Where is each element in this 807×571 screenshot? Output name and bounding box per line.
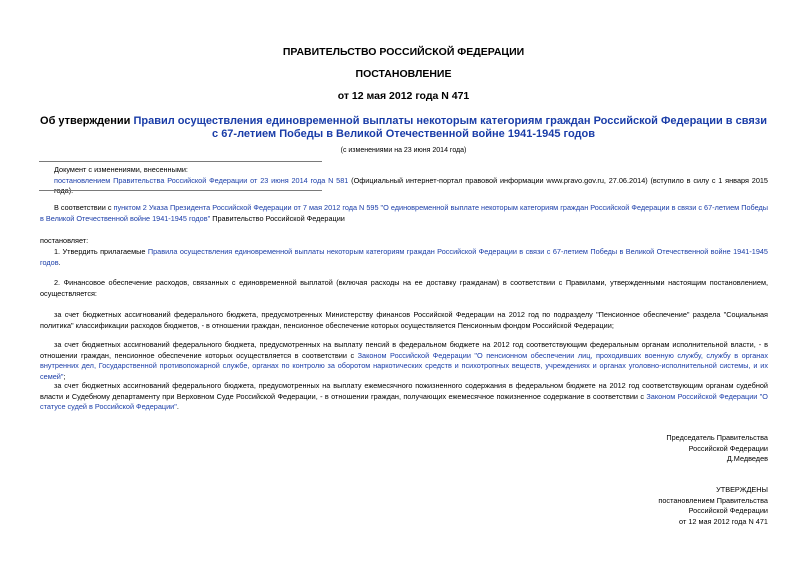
changes-detail xyxy=(54,176,768,197)
approval-block xyxy=(658,485,768,527)
approval-date: от 12 мая 2012 года N 471 xyxy=(679,516,768,526)
title-prefix: Об утверждении xyxy=(40,115,134,127)
document-type: ПОСТАНОВЛЕНИЕ xyxy=(355,68,452,80)
judges-status-law-link[interactable]: Законом Российской Федерации "О статусе судей в Российской Федерации" xyxy=(40,391,768,412)
signatory-country: Российской Федерации xyxy=(688,443,768,453)
preamble-text-end: Правительство Российской Федерации xyxy=(210,213,345,223)
preamble-paragraph xyxy=(40,203,768,224)
changes-detail-text: (Официальный интернет-портал правовой информации www.pravo.gov.ru, 27.06.2014) (вступило в силу с 1 января 2015 года). xyxy=(54,175,768,196)
funding-source-2-end: ; xyxy=(63,371,66,381)
item-1-text-end: . xyxy=(58,257,61,267)
item-2-paragraph: 2. Финансовое обеспечение расходов, связанных с единовременной выплатой (включая расходы на ее доставку гражданам) в соответствии с Правилами, утвержденными настоящим постановлением, осуществляется: xyxy=(40,278,768,298)
approval-title: УТВЕРЖДЕНЫ xyxy=(716,485,768,494)
divider-bottom xyxy=(39,190,322,191)
funding-source-3-end: . xyxy=(176,402,179,412)
divider-top xyxy=(39,161,322,162)
title-rules-link[interactable]: Правил осуществления единовременной выплаты некоторым категориям граждан Российской Федерации в связи с 67-летием Победы в Великой Отечественной войне 1941-1945 годов xyxy=(133,115,767,140)
edition-note: (с изменениями на 23 июня 2014 года) xyxy=(340,147,467,154)
preamble-text-start: В соответствии с xyxy=(54,203,114,212)
item-1-paragraph xyxy=(40,247,768,268)
signatory-name: Д.Медведев xyxy=(726,454,768,464)
document-date-number: от 12 мая 2012 года N 471 xyxy=(337,90,470,102)
approval-country: Российской Федерации xyxy=(688,506,768,516)
changes-intro: Документ с изменениями, внесенными: xyxy=(54,165,188,174)
funding-source-3 xyxy=(40,381,768,413)
funding-source-2-text: за счет бюджетных ассигнований федерального бюджета, предусмотренных на выплату пенсий в федеральном бюджете на 2012 год соответствующим федеральным органам исполнительной власти, - в отношении граждан, пенсионное обеспечение которых осуществляется в соответствии с xyxy=(40,340,768,360)
funding-source-1: за счет бюджетных ассигнований федерального бюджета, предусмотренных Министерству финансов Российской Федерации на 2012 год по подразделу "Пенсионное обеспечение" раздела "Социальная политика" классификации расходов бюджетов, - в отношении граждан, пенсионное обеспечение которых осуществляется Пенсионным фондом Российской Федерации; xyxy=(40,310,768,330)
signature-block xyxy=(666,433,768,465)
funding-source-3-text: за счет бюджетных ассигнований федерального бюджета, предусмотренных на выплату ежемесячного пожизненного содержания в федеральном бюджете на 2012 год соответствующим органам судебной власти и Судебному департаменту при Верховном Суде Российской Федерации, - в отношении граждан, получающих ежемесячное пожизненное содержание в соответствии с xyxy=(40,381,768,401)
item-1-rules-link[interactable]: Правила осуществления единовременной выплаты некоторым категориям граждан Российской Федерации в связи с 67-летием Победы в Великой Отечественной войне 1941-1945 годов xyxy=(40,247,768,267)
signatory-title: Председатель Правительства xyxy=(666,433,768,442)
decides-line: постановляет: xyxy=(40,236,89,245)
changes-decree-link[interactable]: постановлением Правительства Российской Федерации от 23 июня 2014 года N 581 xyxy=(54,175,349,185)
document-title xyxy=(40,115,767,141)
pension-law-link[interactable]: Законом Российской Федерации "О пенсионном обеспечении лиц, проходивших военную службу, службу в органах внутренних дел, Государственной противопожарной службе, органах по контролю за оборотом наркотических средств и психотропных веществ, учреждениях и органах уголовно-исполнительной системы, и их семей" xyxy=(40,350,769,381)
funding-source-2 xyxy=(40,340,768,382)
changes-block xyxy=(54,165,768,197)
approval-by: постановлением Правительства xyxy=(658,495,768,505)
item-1-text-start: 1. Утвердить прилагаемые xyxy=(54,247,148,256)
preamble-decree-link[interactable]: пунктом 2 Указа Президента Российской Федерации от 7 мая 2012 года N 595 "О единовременной выплате некоторым категориям граждан Российской Федерации в связи с 67-летием Победы в Великой Отечественной войне 1941-1945 годов" xyxy=(40,203,768,223)
government-heading: ПРАВИТЕЛЬСТВО РОССИЙСКОЙ ФЕДЕРАЦИИ xyxy=(282,46,525,58)
